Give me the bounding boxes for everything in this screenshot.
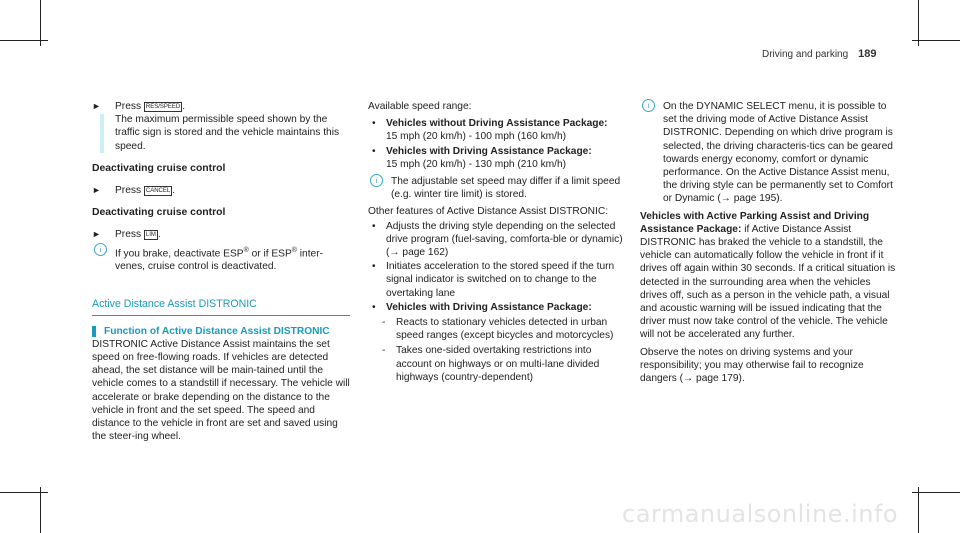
watermark: carmanualsonline.info (622, 500, 899, 528)
list-item: • Adjusts the driving style depending on the selected drive program (fuel-saving, comforta-ble or dynamic) (→ page 162) (372, 220, 623, 259)
crop-mark (912, 492, 960, 493)
crop-mark (0, 40, 48, 41)
list-item: • Vehicles with Driving Assistance Package: 15 mph (20 km/h) - 130 mph (210 km/h) (372, 145, 592, 170)
step-1: ► Press RES/SPEED . The maximum permissible speed shown by the traffic sign is stored and the vehicle maintains this speed. (92, 100, 350, 153)
header-section: Driving and parking (762, 49, 849, 60)
sub-list-item: - Takes one-sided overtaking restrictions into account on highways or on multi-lane divided highways (country-dependent) (382, 345, 600, 383)
column-2 (368, 100, 626, 384)
heading-deactivating: Deactivating cruise control (92, 162, 226, 174)
step-2: ► Press CANCEL . (92, 185, 176, 197)
note-esp: i If you brake, deactivate ESP® or if ESP® inter-venes, cruise control is deactivated. (92, 244, 350, 274)
note-dynamic-select: i On the DYNAMIC SELECT menu, it is possible to set the driving mode of Active Distance Assist DISTRONIC. Depending on which drive program is selected, the driving characteris-tics can be geared towards energy economy, comfort or dynamic performance. On the Active Distance Assist menu, the driving style can be permanently set to Comfort or Dynamic (→ page 195). (640, 100, 898, 206)
list-item: • Initiates acceleration to the stored speed if the turn signal indicator is switched on to change to the overtaking lane (372, 261, 615, 299)
speed-range-intro: Available speed range: (368, 101, 472, 112)
step-arrow-icon: ► (92, 101, 101, 111)
info-icon: i (370, 174, 383, 187)
sub-list-item: - Reacts to stationary vehicles detected in urban speed ranges (except bicycles and motorcycles) (382, 317, 614, 342)
crop-mark (912, 40, 960, 41)
step-3: ► Press LIM . (92, 229, 161, 241)
step-arrow-icon: ► (92, 185, 101, 196)
body-text: DISTRONIC Active Distance Assist maintains the set speed on free-flowing roads. If vehicles are detected ahead, the set distance will be main-tained until the vehicle comes to a standstill if necessary. The vehicle will accelerate or brake depending on the distance to the vehicle in front and the set speed. The speed and distance to the vehicle in front are set and saved using the steer-ing wheel. (92, 338, 350, 443)
info-icon: i (94, 243, 107, 256)
paragraph-observe: Observe the notes on driving systems and your responsibility; you may otherwise fail to recognize dangers (→ page 179). (640, 346, 864, 385)
crop-mark (40, 487, 41, 533)
page-number: 189 (858, 48, 877, 60)
heading-deactivating-2: Deactivating cruise control (92, 207, 226, 219)
running-header (762, 48, 877, 60)
note-set-speed: i The adjustable set speed may differ if a limit speed (e.g. winter tire limit) is stored. (368, 175, 626, 201)
sub-title: Function of Active Distance Assist DISTRONIC (92, 325, 350, 338)
info-icon: i (642, 99, 655, 112)
step-1-text: The maximum permissible speed shown by the traffic sign is stored and the vehicle maintains this speed. (115, 114, 340, 152)
cancel-key-icon: CANCEL (145, 188, 171, 195)
list-item: • Vehicles with Driving Assistance Package: (372, 301, 592, 313)
section-title: Active Distance Assist DISTRONIC (92, 298, 350, 315)
paragraph-parking-assist: Vehicles with Active Parking Assist and Driving Assistance Package: if Active Distance Assist DISTRONIC has braked the vehicle to a standstill, the vehicle can automatically follow the vehicle in front if it drives off again within 30 seconds. If a critical situation is detected in the surrounding area when the vehicles drives off, such as a person in the vehicle path, a visual and acoustic warning will be issued indicating that the driver must now take control of the vehicle. The vehicle will not be accelerated any further. (640, 210, 896, 341)
res-speed-key-icon: RES/SPEED (145, 104, 181, 110)
column-1 (92, 100, 350, 443)
step-arrow-icon: ► (92, 229, 101, 240)
subheading-marker (92, 326, 96, 337)
crop-mark (0, 492, 48, 493)
list-item: • Vehicles without Driving Assistance Package: 15 mph (20 km/h) - 100 mph (160 km/h) (372, 118, 608, 143)
column-3 (640, 100, 898, 385)
other-features: Other features of Active Distance Assist DISTRONIC: (368, 206, 609, 218)
lim-key-icon: LIM (145, 232, 156, 239)
crop-mark (918, 487, 919, 533)
step-block (92, 100, 350, 153)
